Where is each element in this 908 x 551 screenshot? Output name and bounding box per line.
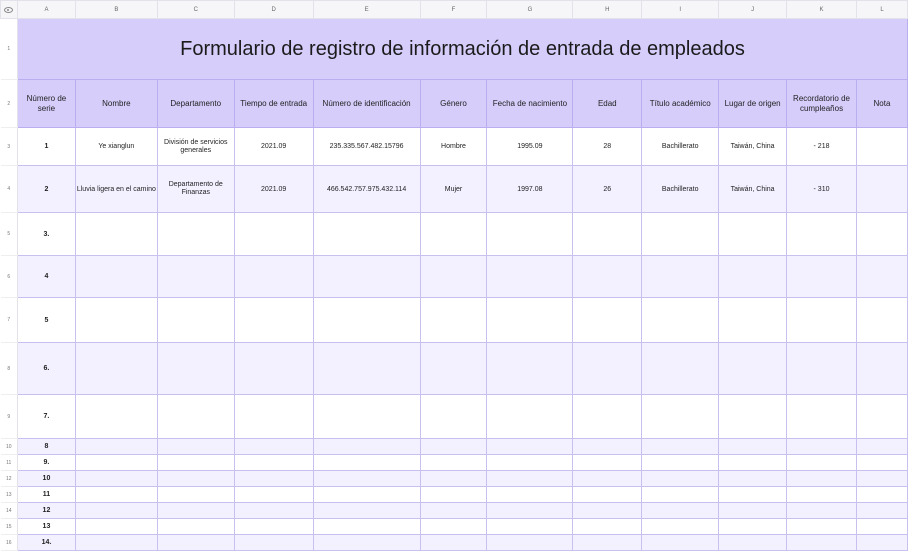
- table-cell[interactable]: [487, 343, 573, 395]
- table-cell[interactable]: [234, 535, 313, 551]
- table-cell[interactable]: Bachillerato: [642, 128, 719, 166]
- table-row: [1, 455, 908, 471]
- table-cell[interactable]: [420, 256, 487, 298]
- row-number[interactable]: 13: [1, 487, 18, 503]
- table-cell[interactable]: [856, 455, 907, 471]
- table-cell[interactable]: Lluvia ligera en el camino: [75, 166, 157, 213]
- table-cell[interactable]: [573, 256, 642, 298]
- row-number[interactable]: 8: [1, 343, 18, 395]
- table-cell[interactable]: Ye xianglun: [75, 128, 157, 166]
- table-cell[interactable]: [642, 213, 719, 256]
- table-cell[interactable]: Mujer: [420, 166, 487, 213]
- table-cell[interactable]: [75, 439, 157, 455]
- table-cell[interactable]: [420, 471, 487, 487]
- table-cell[interactable]: [157, 535, 234, 551]
- table-cell[interactable]: 6.: [17, 343, 75, 395]
- table-cell[interactable]: [487, 439, 573, 455]
- table-row: [1, 298, 908, 343]
- table-cell[interactable]: [642, 471, 719, 487]
- row-number[interactable]: 2: [1, 80, 18, 128]
- table-cell[interactable]: [234, 487, 313, 503]
- table-cell[interactable]: [719, 213, 787, 256]
- row-number[interactable]: 14: [1, 503, 18, 519]
- column-heading[interactable]: Lugar de origen: [719, 80, 787, 128]
- table-cell[interactable]: [573, 439, 642, 455]
- table-cell[interactable]: [856, 487, 907, 503]
- table-cell[interactable]: 235.335.567.482.15796: [313, 128, 420, 166]
- column-heading[interactable]: Nota: [856, 80, 907, 128]
- table-cell[interactable]: 9.: [17, 455, 75, 471]
- table-cell[interactable]: [856, 471, 907, 487]
- table-cell[interactable]: [787, 471, 857, 487]
- table-cell[interactable]: [719, 487, 787, 503]
- column-heading[interactable]: Número de identificación: [313, 80, 420, 128]
- table-cell[interactable]: [573, 503, 642, 519]
- column-heading[interactable]: Edad: [573, 80, 642, 128]
- column-heading[interactable]: Título académico: [642, 80, 719, 128]
- column-heading[interactable]: Nombre: [75, 80, 157, 128]
- table-cell[interactable]: [313, 213, 420, 256]
- table-cell[interactable]: 2021.09: [234, 128, 313, 166]
- table-row: [1, 395, 908, 439]
- table-cell[interactable]: [313, 503, 420, 519]
- table-cell[interactable]: [856, 503, 907, 519]
- table-cell[interactable]: 1997.08: [487, 166, 573, 213]
- table-cell[interactable]: [487, 298, 573, 343]
- table-cell[interactable]: [420, 535, 487, 551]
- table-cell[interactable]: [75, 503, 157, 519]
- table-cell[interactable]: Taiwán, China: [719, 128, 787, 166]
- table-cell[interactable]: Departamento de Finanzas: [157, 166, 234, 213]
- table-cell[interactable]: [420, 455, 487, 471]
- table-cell[interactable]: [719, 503, 787, 519]
- table-cell[interactable]: [157, 213, 234, 256]
- column-heading[interactable]: Recordatorio de cumpleaños: [787, 80, 857, 128]
- row-number[interactable]: 9: [1, 395, 18, 439]
- table-cell[interactable]: [787, 439, 857, 455]
- column-letter[interactable]: J: [719, 1, 787, 19]
- table-cell[interactable]: [313, 487, 420, 503]
- table-cell[interactable]: [719, 535, 787, 551]
- table-cell[interactable]: [856, 256, 907, 298]
- table-cell[interactable]: [642, 256, 719, 298]
- table-cell[interactable]: [313, 455, 420, 471]
- table-cell[interactable]: [787, 343, 857, 395]
- table-row: [1, 128, 908, 166]
- column-letter[interactable]: D: [234, 1, 313, 19]
- column-heading[interactable]: Departamento: [157, 80, 234, 128]
- table-cell[interactable]: 14.: [17, 535, 75, 551]
- table-row: [1, 439, 908, 455]
- table-cell[interactable]: 4: [17, 256, 75, 298]
- table-cell[interactable]: [787, 487, 857, 503]
- table-cell[interactable]: [642, 535, 719, 551]
- table-cell[interactable]: [487, 213, 573, 256]
- table-cell[interactable]: [719, 298, 787, 343]
- column-heading[interactable]: Fecha de nacimiento: [487, 80, 573, 128]
- table-cell[interactable]: 5: [17, 298, 75, 343]
- table-cell[interactable]: [487, 471, 573, 487]
- table-cell[interactable]: [719, 439, 787, 455]
- table-cell[interactable]: - 218: [787, 128, 857, 166]
- table-cell[interactable]: [75, 535, 157, 551]
- row-number[interactable]: 11: [1, 455, 18, 471]
- header-row: [1, 80, 908, 128]
- row-number[interactable]: 4: [1, 166, 18, 213]
- column-letter[interactable]: K: [787, 1, 857, 19]
- table-cell[interactable]: [157, 487, 234, 503]
- table-cell[interactable]: 28: [573, 128, 642, 166]
- table-cell[interactable]: [719, 455, 787, 471]
- table-cell[interactable]: [313, 439, 420, 455]
- table-cell[interactable]: [573, 298, 642, 343]
- table-cell[interactable]: Bachillerato: [642, 166, 719, 213]
- table-cell[interactable]: 7.: [17, 395, 75, 439]
- table-cell[interactable]: 11: [17, 487, 75, 503]
- row-number[interactable]: 15: [1, 519, 18, 535]
- column-letter[interactable]: F: [420, 1, 487, 19]
- table-cell[interactable]: 1: [17, 128, 75, 166]
- table-cell[interactable]: [787, 455, 857, 471]
- column-heading[interactable]: Número de serie: [17, 80, 75, 128]
- table-row: [1, 256, 908, 298]
- column-heading[interactable]: Género: [420, 80, 487, 128]
- table-cell[interactable]: [313, 535, 420, 551]
- column-letter[interactable]: E: [313, 1, 420, 19]
- row-number[interactable]: 6: [1, 256, 18, 298]
- row-number[interactable]: 7: [1, 298, 18, 343]
- column-letter[interactable]: B: [75, 1, 157, 19]
- table-cell[interactable]: [75, 487, 157, 503]
- table-cell[interactable]: [787, 395, 857, 439]
- table-row: [1, 535, 908, 551]
- column-letter[interactable]: I: [642, 1, 719, 19]
- table-cell[interactable]: División de servicios generales: [157, 128, 234, 166]
- table-cell[interactable]: [487, 487, 573, 503]
- table-cell[interactable]: [487, 455, 573, 471]
- table-cell[interactable]: [487, 535, 573, 551]
- table-cell[interactable]: 1995.09: [487, 128, 573, 166]
- table-cell[interactable]: [157, 503, 234, 519]
- table-cell[interactable]: [856, 166, 907, 213]
- table-cell[interactable]: [787, 256, 857, 298]
- table-cell[interactable]: 12: [17, 503, 75, 519]
- table-cell[interactable]: [420, 298, 487, 343]
- table-cell[interactable]: [75, 395, 157, 439]
- table-cell[interactable]: [157, 298, 234, 343]
- column-letter[interactable]: G: [487, 1, 573, 19]
- column-letter[interactable]: L: [856, 1, 907, 19]
- table-cell[interactable]: 2021.09: [234, 166, 313, 213]
- table-cell[interactable]: [157, 455, 234, 471]
- table-cell[interactable]: 13: [17, 519, 75, 535]
- table-cell[interactable]: [642, 395, 719, 439]
- table-cell[interactable]: [420, 503, 487, 519]
- table-cell[interactable]: 8: [17, 439, 75, 455]
- table-cell[interactable]: Hombre: [420, 128, 487, 166]
- row-number[interactable]: 10: [1, 439, 18, 455]
- table-cell[interactable]: [234, 439, 313, 455]
- table-cell[interactable]: [234, 471, 313, 487]
- table-cell[interactable]: [573, 395, 642, 439]
- table-cell[interactable]: [157, 471, 234, 487]
- table-cell[interactable]: [487, 395, 573, 439]
- row-number[interactable]: 12: [1, 471, 18, 487]
- table-cell[interactable]: [787, 213, 857, 256]
- table-cell[interactable]: 10: [17, 471, 75, 487]
- table-cell[interactable]: [856, 213, 907, 256]
- table-cell[interactable]: [234, 343, 313, 395]
- table-row: [1, 213, 908, 256]
- table-cell[interactable]: [856, 395, 907, 439]
- table-cell[interactable]: [642, 343, 719, 395]
- column-letter[interactable]: C: [157, 1, 234, 19]
- table-cell[interactable]: [642, 298, 719, 343]
- table-cell[interactable]: [234, 503, 313, 519]
- table-cell[interactable]: [75, 343, 157, 395]
- title-row: [1, 19, 908, 80]
- table-cell[interactable]: 3.: [17, 213, 75, 256]
- table-cell[interactable]: [787, 535, 857, 551]
- column-header-bar: [1, 1, 908, 19]
- row-number[interactable]: 16: [1, 535, 18, 551]
- table-row: [1, 166, 908, 213]
- table-cell[interactable]: [420, 213, 487, 256]
- table-cell[interactable]: [234, 213, 313, 256]
- table-cell[interactable]: [234, 256, 313, 298]
- table-cell[interactable]: [573, 213, 642, 256]
- table-cell[interactable]: [856, 343, 907, 395]
- table-cell[interactable]: [487, 503, 573, 519]
- eye-icon: [4, 7, 13, 13]
- table-cell[interactable]: - 310: [787, 166, 857, 213]
- table-cell[interactable]: [313, 343, 420, 395]
- table-row: [1, 487, 908, 503]
- table-cell[interactable]: [75, 298, 157, 343]
- table-cell[interactable]: [75, 455, 157, 471]
- table-cell[interactable]: [856, 298, 907, 343]
- table-cell[interactable]: [573, 471, 642, 487]
- table-cell[interactable]: [719, 471, 787, 487]
- table-cell[interactable]: [420, 395, 487, 439]
- row-number[interactable]: 5: [1, 213, 18, 256]
- table-cell[interactable]: [642, 503, 719, 519]
- table-cell[interactable]: [856, 439, 907, 455]
- table-cell[interactable]: [420, 439, 487, 455]
- table-cell[interactable]: [234, 298, 313, 343]
- table-cell[interactable]: [313, 298, 420, 343]
- column-letter[interactable]: A: [17, 1, 75, 19]
- table-row: [1, 503, 908, 519]
- table-row: [1, 343, 908, 395]
- table-cell[interactable]: [75, 471, 157, 487]
- table-cell[interactable]: [719, 395, 787, 439]
- table-cell[interactable]: [573, 343, 642, 395]
- table-cell[interactable]: [313, 256, 420, 298]
- table-cell[interactable]: [75, 256, 157, 298]
- table-cell[interactable]: [573, 455, 642, 471]
- table-cell[interactable]: [719, 343, 787, 395]
- table-cell[interactable]: 2: [17, 166, 75, 213]
- sheet-title[interactable]: Formulario de registro de información de entrada de empleados: [17, 19, 907, 80]
- table-cell[interactable]: [573, 487, 642, 503]
- table-cell[interactable]: [75, 213, 157, 256]
- table-cell[interactable]: [234, 395, 313, 439]
- table-row: [1, 471, 908, 487]
- table-cell[interactable]: [157, 343, 234, 395]
- table-cell[interactable]: [856, 535, 907, 551]
- select-all-corner[interactable]: [1, 1, 18, 19]
- table-cell[interactable]: [642, 487, 719, 503]
- row-number[interactable]: 3: [1, 128, 18, 166]
- table-cell[interactable]: [642, 439, 719, 455]
- table-cell[interactable]: [313, 471, 420, 487]
- table-cell[interactable]: [157, 439, 234, 455]
- table-cell[interactable]: [420, 487, 487, 503]
- row-number[interactable]: 1: [1, 19, 18, 80]
- table-cell[interactable]: [642, 455, 719, 471]
- table-cell[interactable]: [573, 535, 642, 551]
- table-cell[interactable]: [856, 128, 907, 166]
- table-cell[interactable]: 26: [573, 166, 642, 213]
- table-cell[interactable]: [787, 298, 857, 343]
- column-heading[interactable]: Tiempo de entrada: [234, 80, 313, 128]
- table-cell[interactable]: [313, 395, 420, 439]
- table-cell[interactable]: [157, 256, 234, 298]
- table-cell[interactable]: [420, 343, 487, 395]
- table-cell[interactable]: [787, 503, 857, 519]
- table-cell[interactable]: Taiwán, China: [719, 166, 787, 213]
- table-cell[interactable]: [487, 256, 573, 298]
- table-cell[interactable]: [157, 395, 234, 439]
- column-letter[interactable]: H: [573, 1, 642, 19]
- table-cell[interactable]: 466.542.757.975.432.114: [313, 166, 420, 213]
- table-cell[interactable]: [719, 256, 787, 298]
- table-cell[interactable]: [234, 455, 313, 471]
